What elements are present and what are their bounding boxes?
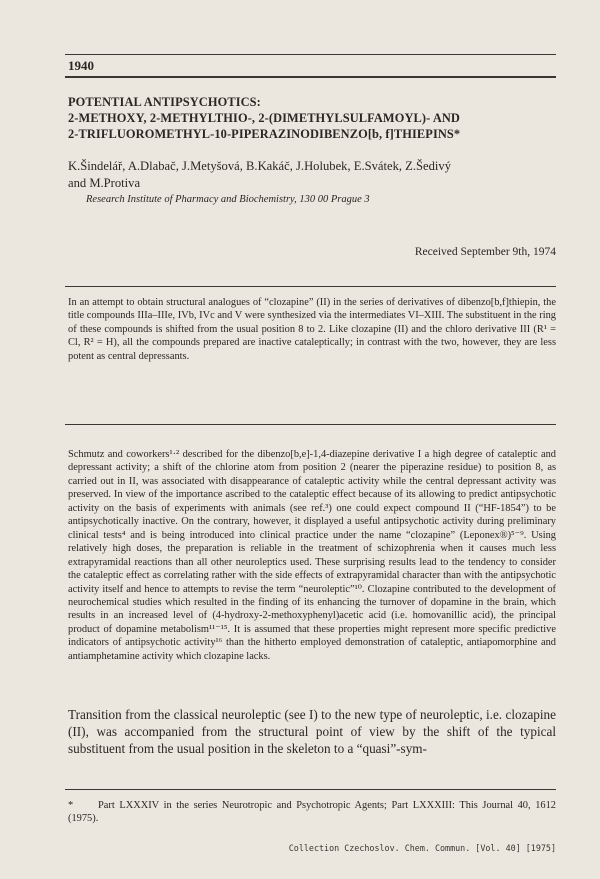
abstract: In an attempt to obtain structural analogues of “clozapine” (II) in the series of derivatives of dibenzo[b,f]thiepin, the title compounds IIIa–IIIe, IVb, IVc and V were synthesized via the intermediates VI–XIII. The substituent in the ring of these compounds is shifted from the usual position 8 to 2. Like clozapine (II) and the chloro derivative III (R¹ = Cl, R² = H), all the compounds prepared are inactive cataleptically; in contrast with the two, however, they are less potent as central depressants.	[68, 297, 556, 362]
footnote-mark: *	[68, 800, 74, 811]
title-line-2: 2-METHOXY, 2-METHYLTHIO-, 2-(DIMETHYLSULFAMOYL)- AND	[68, 111, 460, 125]
abstract-bottom-rule	[65, 424, 556, 425]
affiliation: Research Institute of Pharmacy and Biochemistry, 130 00 Prague 3	[86, 194, 370, 205]
body-paragraph-intro: Schmutz and coworkers¹·² described for the dibenzo[b,e]-1,4-diazepine derivative I a high degree of cataleptic and depressant activity; a shift of the chlorine atom from position 2 (nearer the piperazine residue) to position 8, as carried out in II, was associated with disappearance of cataleptic activity while the central depressant activity was preserved. In view of the importance ascribed to the cataleptic effect because of its allowing to predict antipsychotic activity on the basis of experiments with animals (see ref.³) one could expect compound II (“HF-1854”) to be antipsychotically inactive. On the contrary, however, it displayed a useful antipsychotic activity during preliminary clinical tests⁴ and is being introduced into clinical practice under the name “clozapine” (Leponex®)⁵⁻⁹. Using relatively high doses, the preparation is reliable in the treatment of schizophrenia when it causes much less extrapyramidal reactions than all other neuroleptics used. These surprising results lead to the tendency to consider the cataleptic effect as correlating rather with the side effects of extrapyramidal character than with the antipsychotic activity itself and hence to attempts to revise the term “neuroleptic”¹⁰. Clozapine contributed to the development of neurochemical studies which resulted in the finding of its enhancing the turnover of dopamine in the brain, which results in an increased level of (4-hydroxy-2-methoxyphenyl)acetic acid (i.e. homovanillic acid), the principal product of dopamine metabolism¹¹⁻¹⁵. It is assumed that these properties might represent more specific predictive indicators of antipsychotic activity¹⁶ than the hitherto employed demonstration of cataleptic, antiapomorphine and antiamphetamine activity which clozapine lacks.	[68, 449, 556, 662]
top-rule	[65, 54, 556, 55]
authors-line-1: K.Šindelář, A.Dlabač, J.Metyšová, B.Kakáč, J.Holubek, E.Svátek, Z.Šedivý	[68, 159, 451, 173]
footnote-text: Part LXXXIV in the series Neurotropic and Psychotropic Agents; Part LXXXIII: This Journal 40, 1612 (1975).	[68, 800, 556, 825]
received-date: Received September 9th, 1974	[414, 246, 556, 258]
title-line-3: 2-TRIFLUOROMETHYL-10-PIPERAZINODIBENZO[b, f]THIEPINS*	[68, 127, 461, 141]
article-title	[68, 94, 556, 142]
running-footer: Collection Czechoslov. Chem. Commun. [Vol. 40] [1975]	[288, 843, 556, 853]
page-number: 1940	[68, 58, 94, 73]
title-line-1: POTENTIAL ANTIPSYCHOTICS:	[68, 95, 261, 109]
header-rule	[65, 76, 556, 78]
footnote-rule	[65, 789, 556, 790]
author-list	[68, 158, 556, 192]
abstract-top-rule	[65, 286, 556, 287]
footnote	[68, 799, 556, 826]
authors-line-2: and M.Protiva	[68, 176, 141, 190]
body-paragraph-transition: Transition from the classical neuroleptic (see I) to the new type of neuroleptic, i.e. clozapine (II), was accompanied from the structural point of view by the shift of the typical substituent from the usual position in the skeleton to a “quasi”-sym-	[68, 707, 556, 757]
